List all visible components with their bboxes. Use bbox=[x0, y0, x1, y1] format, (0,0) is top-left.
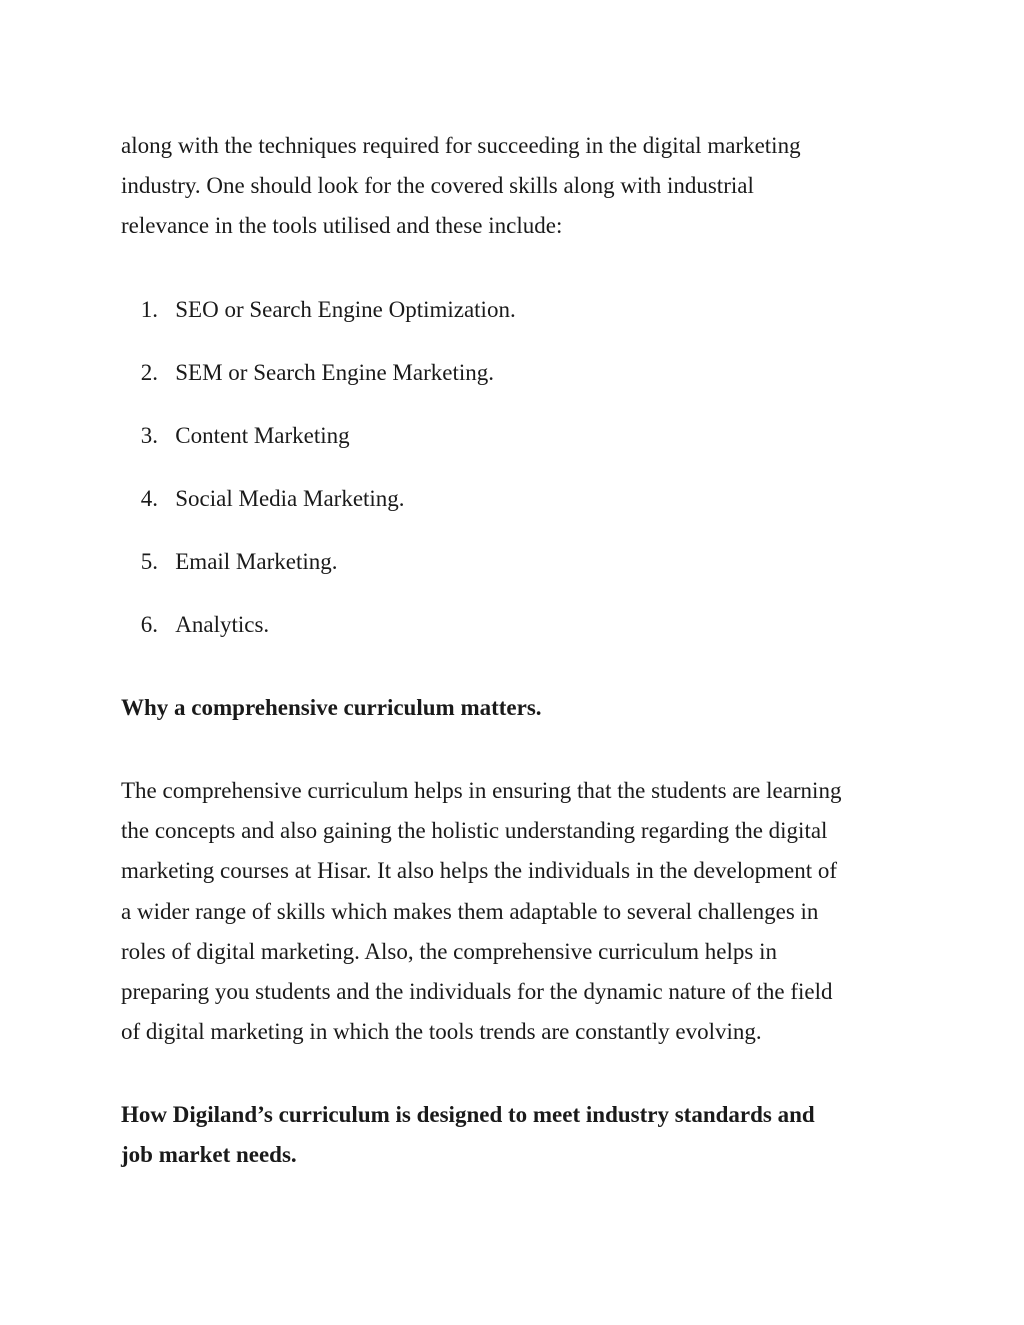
paragraph-line: marketing courses at Hisar. It also helps the individuals in the development of bbox=[121, 858, 838, 884]
list-item bbox=[121, 479, 516, 542]
list-item-number: 4. bbox=[140, 486, 158, 512]
paragraph-line: roles of digital marketing. Also, the comprehensive curriculum helps in bbox=[121, 938, 777, 964]
list-item-number: 5. bbox=[140, 549, 158, 575]
paragraph-line: relevance in the tools utilised and these include: bbox=[121, 213, 563, 239]
skills-list bbox=[121, 290, 516, 669]
list-item-text: SEM or Search Engine Marketing. bbox=[175, 360, 494, 386]
list-item-number: 1. bbox=[140, 297, 158, 322]
paragraph-line: The comprehensive curriculum helps in ensuring that the students are learning bbox=[121, 778, 842, 803]
heading-line: job market needs. bbox=[121, 1142, 297, 1168]
section-heading-curriculum-matters bbox=[121, 688, 921, 728]
paragraph-line: a wider range of skills which makes them adaptable to several challenges in bbox=[121, 898, 819, 924]
paragraph-line: of digital marketing in which the tools trends are constantly evolving. bbox=[121, 1019, 762, 1045]
paragraph-line: the concepts and also gaining the holistic understanding regarding the digital bbox=[121, 818, 828, 844]
list-item-number: 3. bbox=[140, 423, 158, 449]
paragraph-line: preparing you students and the individuals for the dynamic nature of the field bbox=[121, 979, 833, 1005]
list-item bbox=[121, 605, 516, 668]
list-item-text: Social Media Marketing. bbox=[175, 486, 405, 512]
list-item bbox=[121, 542, 516, 605]
heading-line: How Digiland’s curriculum is designed to meet industry standards and bbox=[121, 1102, 815, 1127]
paragraph-line: along with the techniques required for succeeding in the digital marketing bbox=[121, 133, 801, 158]
list-item-text: Content Marketing bbox=[175, 423, 350, 449]
list-item-number: 2. bbox=[140, 360, 158, 386]
list-item bbox=[121, 290, 516, 353]
heading-line: Why a comprehensive curriculum matters. bbox=[121, 695, 542, 720]
list-item-text: Analytics. bbox=[175, 612, 270, 638]
list-item bbox=[121, 353, 516, 416]
list-item-text: SEO or Search Engine Optimization. bbox=[175, 297, 516, 322]
curriculum-paragraph bbox=[121, 771, 921, 1052]
list-item bbox=[121, 416, 516, 479]
section-heading-digiland-curriculum bbox=[121, 1095, 921, 1175]
intro-paragraph bbox=[121, 126, 921, 247]
paragraph-line: industry. One should look for the covered skills along with industrial bbox=[121, 173, 754, 199]
list-item-number: 6. bbox=[140, 612, 158, 638]
list-item-text: Email Marketing. bbox=[175, 549, 338, 575]
